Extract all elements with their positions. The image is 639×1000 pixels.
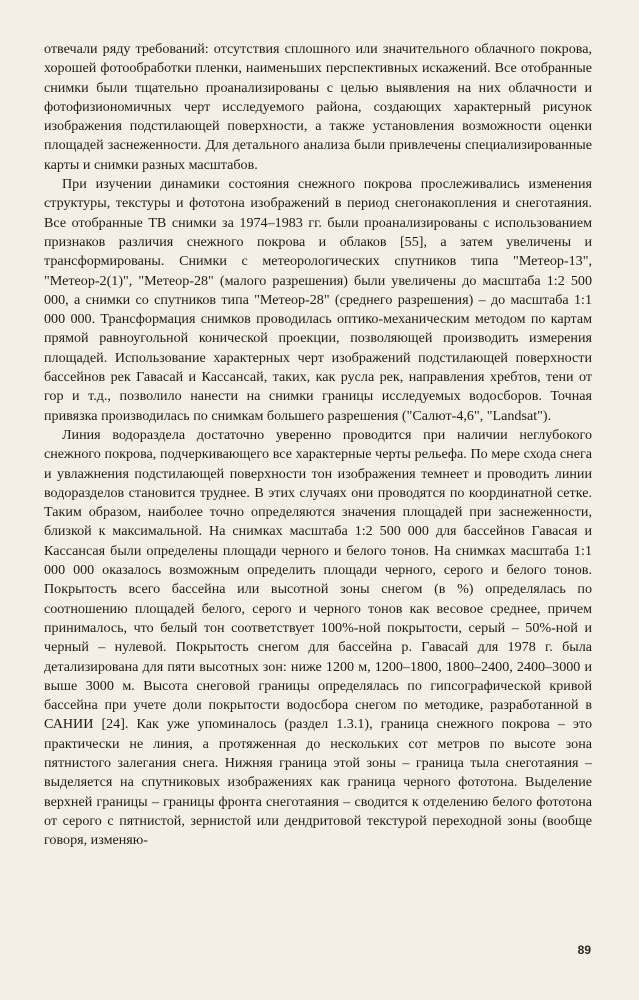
paragraph-watershed-line: Линия водораздела достаточно уверенно проводится при наличии неглубокого снежного покрова, подчеркивающего все характерные черты рельефа. По мере схода снега и увлажнения подстилающей поверхности тон изображения темнеет и проводить линии водоразделов становится труднее. В этих случаях они проводятся по координатной сетке. Таким образом, наиболее точно определяются значения площадей при заснеженности, близкой к максимальной. На снимках масштаба 1:2 500 000 для бассейнов Гавасая и Кассансая были определены площади черного и белого тонов. На снимках масштаба 1:1 000 000 оказалось возможным определить площади черного, серого и белого тонов. Покрытость всего бассейна или высотной зоны снегом (в %) определялась по соотношению площадей белого, серого и черного тонов как весовое среднее, причем принималось, что белый тон соответствует 100%-ной покрытости, серый – 50%-ной и черный – нулевой. Покрытость снегом для бассейна р. Гавасай для 1978 г. была детализирована для пяти высотных зон: ниже 1200 м, 1200–1800, 1800–2400, 2400–3000 и выше 3000 м. Высота снеговой границы определялась по гипсографической кривой бассейна при учете доли покрытости водосбора снегом по методике, разработанной в САНИИ [24]. Как уже упоминалось (раздел 1.3.1), граница снежного покрова – это практически не линия, а протяженная до нескольких сот метров по высоте зона пятнистого залегания снега. Нижняя граница этой зоны – граница тыла снеготаяния – выделяется на спутниковых изображениях как граница черного фототона. Выделение верхней границы – границы фронта снеготаяния – сводится к отделению белого фототона от серого с пятнистой, зернистой или дендритовой текстурой переходной зоны (вообще говоря, изменяю- [44, 426, 592, 849]
paragraph-snow-dynamics: При изучении динамики состояния снежного покрова прослеживались изменения структуры, текстуры и фототона изображений в период снегонакопления и снеготаяния. Все отобранные ТВ снимки за 1974–1983 гг. были проанализированы с использованием признаков различия снежного покрова и облаков [55], а затем увеличены и трансформированы. Снимки с метеорологических спутников типа "Метеор-13", "Метеор-2(1)", "Метеор-28" (малого разрешения) были увеличены до масштаба 1:2 500 000, а снимки со спутников типа "Метеор-28" (среднего разрешения) – до масштаба 1:1 000 000. Трансформация снимков проводилась оптико-механическим методом по картам прямой равноугольной конической проекции, позволяющей производить измерения площадей. Использование характерных черт изображений подстилающей поверхности бассейнов рек Гавасай и Кассансай, таких, как русла рек, направления хребтов, тени от гор и т.д., позволило нанести на снимки границы исследуемых водосборов. Точная привязка производилась по снимкам большего разрешения ("Салют-4,6", "Landsat"). [44, 176, 592, 424]
paragraph-continuation: отвечали ряду требований: отсутствия сплошного или значительного облачного покрова, хорошей фотообработки пленки, наименьших перспективных искажений. Все отобранные снимки были тщательно проанализированы с целью выявления на них облачности и фотофизиономичных черт исследуемого района, создающих характерный рисунок изображения подстилающей поверхности, а также установления возможности оценки площадей заснеженности. Для детального анализа были привлечены специализированные карты и снимки разных масштабов. [44, 41, 592, 173]
text-body [44, 40, 592, 850]
page-number: 89 [577, 943, 591, 957]
